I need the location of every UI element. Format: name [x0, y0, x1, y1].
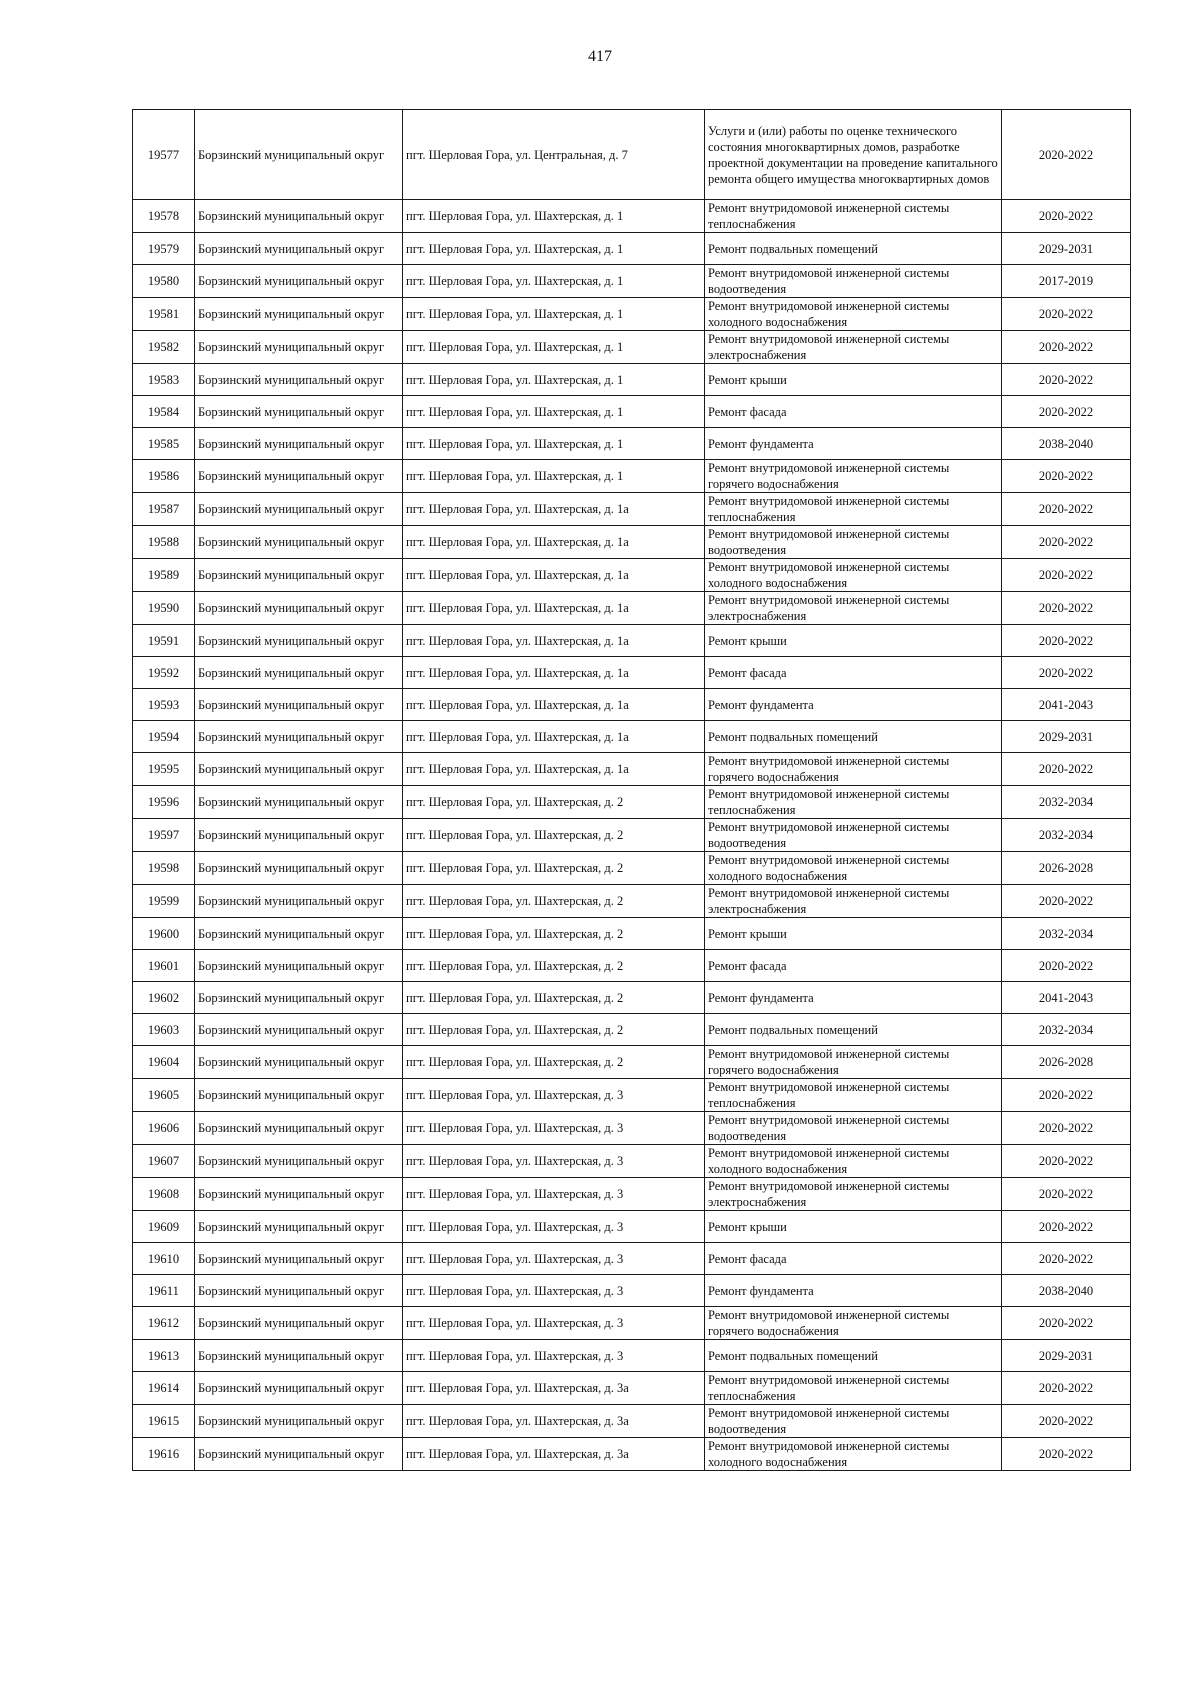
table-row: [133, 657, 1131, 689]
period-cell: 2020-2022: [1002, 592, 1131, 625]
page-number: 417: [588, 48, 612, 65]
table-row: [133, 428, 1131, 460]
address-cell: пгт. Шерловая Гора, ул. Шахтерская, д. 3а: [403, 1372, 705, 1405]
address-cell: пгт. Шерловая Гора, ул. Шахтерская, д. 3: [403, 1275, 705, 1307]
address-cell: пгт. Шерловая Гора, ул. Шахтерская, д. 1: [403, 265, 705, 298]
period-cell: 2020-2022: [1002, 753, 1131, 786]
period-cell: 2029-2031: [1002, 1340, 1131, 1372]
row-number-cell: 19580: [133, 265, 195, 298]
address-cell: пгт. Шерловая Гора, ул. Шахтерская, д. 1а: [403, 625, 705, 657]
work-type-cell: Ремонт фасада: [705, 657, 1002, 689]
address-cell: пгт. Шерловая Гора, ул. Шахтерская, д. 1: [403, 460, 705, 493]
table-row: [133, 233, 1131, 265]
district-cell: Борзинский муниципальный округ: [195, 1211, 403, 1243]
period-cell: 2026-2028: [1002, 852, 1131, 885]
table-row: [133, 331, 1131, 364]
district-cell: Борзинский муниципальный округ: [195, 1079, 403, 1112]
district-cell: Борзинский муниципальный округ: [195, 559, 403, 592]
work-type-cell: Ремонт подвальных помещений: [705, 233, 1002, 265]
row-number-cell: 19587: [133, 493, 195, 526]
period-cell: 2026-2028: [1002, 1046, 1131, 1079]
table-row: [133, 1340, 1131, 1372]
address-cell: пгт. Шерловая Гора, ул. Шахтерская, д. 1а: [403, 493, 705, 526]
table-row: [133, 625, 1131, 657]
address-cell: пгт. Шерловая Гора, ул. Шахтерская, д. 1: [403, 331, 705, 364]
row-number-cell: 19578: [133, 200, 195, 233]
address-cell: пгт. Шерловая Гора, ул. Шахтерская, д. 1а: [403, 526, 705, 559]
register-table-body: [133, 110, 1131, 1471]
work-type-cell: Ремонт фундамента: [705, 1275, 1002, 1307]
work-type-cell: Ремонт фасада: [705, 1243, 1002, 1275]
district-cell: Борзинский муниципальный округ: [195, 265, 403, 298]
work-type-cell: Ремонт внутридомовой инженерной системы горячего водоснабжения: [705, 753, 1002, 786]
table-row: [133, 265, 1131, 298]
row-number-cell: 19589: [133, 559, 195, 592]
period-cell: 2020-2022: [1002, 1211, 1131, 1243]
row-number-cell: 19606: [133, 1112, 195, 1145]
period-cell: 2020-2022: [1002, 1178, 1131, 1211]
capital-repair-register-table: [132, 109, 1131, 1471]
row-number-cell: 19597: [133, 819, 195, 852]
district-cell: Борзинский муниципальный округ: [195, 625, 403, 657]
table-row: [133, 1307, 1131, 1340]
work-type-cell: Ремонт внутридомовой инженерной системы электроснабжения: [705, 592, 1002, 625]
table-row: [133, 950, 1131, 982]
period-cell: 2020-2022: [1002, 110, 1131, 200]
district-cell: Борзинский муниципальный округ: [195, 1438, 403, 1471]
address-cell: пгт. Шерловая Гора, ул. Шахтерская, д. 2: [403, 950, 705, 982]
table-row: [133, 460, 1131, 493]
address-cell: пгт. Шерловая Гора, ул. Шахтерская, д. 1: [403, 428, 705, 460]
period-cell: 2020-2022: [1002, 526, 1131, 559]
row-number-cell: 19596: [133, 786, 195, 819]
table-row: [133, 1211, 1131, 1243]
work-type-cell: Ремонт внутридомовой инженерной системы теплоснабжения: [705, 200, 1002, 233]
row-number-cell: 19604: [133, 1046, 195, 1079]
address-cell: пгт. Шерловая Гора, ул. Шахтерская, д. 2: [403, 982, 705, 1014]
address-cell: пгт. Шерловая Гора, ул. Шахтерская, д. 1а: [403, 657, 705, 689]
address-cell: пгт. Шерловая Гора, ул. Шахтерская, д. 2: [403, 1046, 705, 1079]
row-number-cell: 19615: [133, 1405, 195, 1438]
row-number-cell: 19613: [133, 1340, 195, 1372]
district-cell: Борзинский муниципальный округ: [195, 364, 403, 396]
district-cell: Борзинский муниципальный округ: [195, 657, 403, 689]
work-type-cell: Ремонт внутридомовой инженерной системы водоотведения: [705, 1112, 1002, 1145]
row-number-cell: 19609: [133, 1211, 195, 1243]
address-cell: пгт. Шерловая Гора, ул. Шахтерская, д. 1а: [403, 559, 705, 592]
district-cell: Борзинский муниципальный округ: [195, 753, 403, 786]
row-number-cell: 19590: [133, 592, 195, 625]
row-number-cell: 19585: [133, 428, 195, 460]
district-cell: Борзинский муниципальный округ: [195, 298, 403, 331]
table-row: [133, 753, 1131, 786]
period-cell: 2029-2031: [1002, 721, 1131, 753]
address-cell: пгт. Шерловая Гора, ул. Шахтерская, д. 1: [403, 200, 705, 233]
work-type-cell: Ремонт внутридомовой инженерной системы водоотведения: [705, 819, 1002, 852]
period-cell: 2029-2031: [1002, 233, 1131, 265]
work-type-cell: Ремонт подвальных помещений: [705, 721, 1002, 753]
row-number-cell: 19584: [133, 396, 195, 428]
row-number-cell: 19612: [133, 1307, 195, 1340]
table-row: [133, 592, 1131, 625]
work-type-cell: Ремонт внутридомовой инженерной системы теплоснабжения: [705, 493, 1002, 526]
row-number-cell: 19582: [133, 331, 195, 364]
work-type-cell: Ремонт внутридомовой инженерной системы горячего водоснабжения: [705, 460, 1002, 493]
period-cell: 2020-2022: [1002, 331, 1131, 364]
work-type-cell: Ремонт фундамента: [705, 689, 1002, 721]
row-number-cell: 19586: [133, 460, 195, 493]
row-number-cell: 19611: [133, 1275, 195, 1307]
address-cell: пгт. Шерловая Гора, ул. Шахтерская, д. 2: [403, 852, 705, 885]
row-number-cell: 19614: [133, 1372, 195, 1405]
period-cell: 2020-2022: [1002, 364, 1131, 396]
district-cell: Борзинский муниципальный округ: [195, 1275, 403, 1307]
district-cell: Борзинский муниципальный округ: [195, 1372, 403, 1405]
row-number-cell: 19591: [133, 625, 195, 657]
table-row: [133, 982, 1131, 1014]
district-cell: Борзинский муниципальный округ: [195, 428, 403, 460]
row-number-cell: 19595: [133, 753, 195, 786]
address-cell: пгт. Шерловая Гора, ул. Шахтерская, д. 2: [403, 885, 705, 918]
table-row: [133, 298, 1131, 331]
address-cell: пгт. Шерловая Гора, ул. Шахтерская, д. 1а: [403, 753, 705, 786]
district-cell: Борзинский муниципальный округ: [195, 493, 403, 526]
period-cell: 2020-2022: [1002, 1307, 1131, 1340]
address-cell: пгт. Шерловая Гора, ул. Шахтерская, д. 2: [403, 918, 705, 950]
period-cell: 2041-2043: [1002, 982, 1131, 1014]
work-type-cell: Ремонт подвальных помещений: [705, 1340, 1002, 1372]
work-type-cell: Ремонт внутридомовой инженерной системы горячего водоснабжения: [705, 1307, 1002, 1340]
period-cell: 2032-2034: [1002, 786, 1131, 819]
period-cell: 2020-2022: [1002, 950, 1131, 982]
period-cell: 2020-2022: [1002, 200, 1131, 233]
table-row: [133, 1372, 1131, 1405]
district-cell: Борзинский муниципальный округ: [195, 1307, 403, 1340]
table-row: [133, 689, 1131, 721]
address-cell: пгт. Шерловая Гора, ул. Шахтерская, д. 1: [403, 364, 705, 396]
district-cell: Борзинский муниципальный округ: [195, 1340, 403, 1372]
period-cell: 2020-2022: [1002, 657, 1131, 689]
table-row: [133, 493, 1131, 526]
table-row: [133, 1014, 1131, 1046]
address-cell: пгт. Шерловая Гора, ул. Шахтерская, д. 3: [403, 1243, 705, 1275]
work-type-cell: Ремонт внутридомовой инженерной системы теплоснабжения: [705, 1372, 1002, 1405]
district-cell: Борзинский муниципальный округ: [195, 396, 403, 428]
period-cell: 2020-2022: [1002, 396, 1131, 428]
row-number-cell: 19605: [133, 1079, 195, 1112]
row-number-cell: 19581: [133, 298, 195, 331]
work-type-cell: Ремонт внутридомовой инженерной системы электроснабжения: [705, 331, 1002, 364]
work-type-cell: Ремонт внутридомовой инженерной системы горячего водоснабжения: [705, 1046, 1002, 1079]
period-cell: 2017-2019: [1002, 265, 1131, 298]
address-cell: пгт. Шерловая Гора, ул. Шахтерская, д. 1: [403, 298, 705, 331]
address-cell: пгт. Шерловая Гора, ул. Шахтерская, д. 1: [403, 233, 705, 265]
row-number-cell: 19592: [133, 657, 195, 689]
work-type-cell: Ремонт внутридомовой инженерной системы холодного водоснабжения: [705, 852, 1002, 885]
table-row: [133, 1405, 1131, 1438]
work-type-cell: Ремонт крыши: [705, 364, 1002, 396]
address-cell: пгт. Шерловая Гора, ул. Шахтерская, д. 3: [403, 1340, 705, 1372]
address-cell: пгт. Шерловая Гора, ул. Шахтерская, д. 3а: [403, 1438, 705, 1471]
period-cell: 2020-2022: [1002, 1372, 1131, 1405]
address-cell: пгт. Шерловая Гора, ул. Шахтерская, д. 1а: [403, 592, 705, 625]
address-cell: пгт. Шерловая Гора, ул. Шахтерская, д. 2: [403, 1014, 705, 1046]
table-row: [133, 1145, 1131, 1178]
period-cell: 2041-2043: [1002, 689, 1131, 721]
district-cell: Борзинский муниципальный округ: [195, 1014, 403, 1046]
district-cell: Борзинский муниципальный округ: [195, 110, 403, 200]
work-type-cell: Ремонт внутридомовой инженерной системы водоотведения: [705, 1405, 1002, 1438]
district-cell: Борзинский муниципальный округ: [195, 982, 403, 1014]
table-row: [133, 526, 1131, 559]
period-cell: 2020-2022: [1002, 298, 1131, 331]
table-row: [133, 819, 1131, 852]
table-row: [133, 1112, 1131, 1145]
row-number-cell: 19602: [133, 982, 195, 1014]
table-row: [133, 1046, 1131, 1079]
table-row: [133, 559, 1131, 592]
row-number-cell: 19600: [133, 918, 195, 950]
work-type-cell: Ремонт внутридомовой инженерной системы водоотведения: [705, 526, 1002, 559]
period-cell: 2020-2022: [1002, 559, 1131, 592]
work-type-cell: Ремонт внутридомовой инженерной системы холодного водоснабжения: [705, 298, 1002, 331]
period-cell: 2020-2022: [1002, 885, 1131, 918]
row-number-cell: 19607: [133, 1145, 195, 1178]
district-cell: Борзинский муниципальный округ: [195, 950, 403, 982]
district-cell: Борзинский муниципальный округ: [195, 1178, 403, 1211]
period-cell: 2020-2022: [1002, 1145, 1131, 1178]
work-type-cell: Ремонт фундамента: [705, 982, 1002, 1014]
row-number-cell: 19594: [133, 721, 195, 753]
table-row: [133, 1178, 1131, 1211]
period-cell: 2020-2022: [1002, 1438, 1131, 1471]
row-number-cell: 19601: [133, 950, 195, 982]
district-cell: Борзинский муниципальный округ: [195, 1112, 403, 1145]
district-cell: Борзинский муниципальный округ: [195, 200, 403, 233]
address-cell: пгт. Шерловая Гора, ул. Шахтерская, д. 1а: [403, 721, 705, 753]
work-type-cell: Ремонт внутридомовой инженерной системы теплоснабжения: [705, 1079, 1002, 1112]
period-cell: 2032-2034: [1002, 918, 1131, 950]
row-number-cell: 19616: [133, 1438, 195, 1471]
row-number-cell: 19583: [133, 364, 195, 396]
work-type-cell: Ремонт фасада: [705, 950, 1002, 982]
address-cell: пгт. Шерловая Гора, ул. Шахтерская, д. 3а: [403, 1405, 705, 1438]
address-cell: пгт. Шерловая Гора, ул. Шахтерская, д. 3: [403, 1307, 705, 1340]
district-cell: Борзинский муниципальный округ: [195, 1243, 403, 1275]
work-type-cell: Ремонт внутридомовой инженерной системы холодного водоснабжения: [705, 1145, 1002, 1178]
district-cell: Борзинский муниципальный округ: [195, 885, 403, 918]
district-cell: Борзинский муниципальный округ: [195, 331, 403, 364]
row-number-cell: 19603: [133, 1014, 195, 1046]
row-number-cell: 19579: [133, 233, 195, 265]
period-cell: 2032-2034: [1002, 819, 1131, 852]
row-number-cell: 19599: [133, 885, 195, 918]
work-type-cell: Ремонт внутридомовой инженерной системы холодного водоснабжения: [705, 1438, 1002, 1471]
district-cell: Борзинский муниципальный округ: [195, 1046, 403, 1079]
work-type-cell: Ремонт подвальных помещений: [705, 1014, 1002, 1046]
work-type-cell: Ремонт крыши: [705, 625, 1002, 657]
table-row: [133, 918, 1131, 950]
period-cell: 2020-2022: [1002, 1112, 1131, 1145]
period-cell: 2032-2034: [1002, 1014, 1131, 1046]
address-cell: пгт. Шерловая Гора, ул. Центральная, д. 7: [403, 110, 705, 200]
address-cell: пгт. Шерловая Гора, ул. Шахтерская, д. 3: [403, 1112, 705, 1145]
work-type-cell: Ремонт внутридомовой инженерной системы электроснабжения: [705, 1178, 1002, 1211]
period-cell: 2020-2022: [1002, 493, 1131, 526]
work-type-cell: Ремонт фундамента: [705, 428, 1002, 460]
work-type-cell: Ремонт внутридомовой инженерной системы теплоснабжения: [705, 786, 1002, 819]
district-cell: Борзинский муниципальный округ: [195, 460, 403, 493]
period-cell: 2020-2022: [1002, 1079, 1131, 1112]
address-cell: пгт. Шерловая Гора, ул. Шахтерская, д. 3: [403, 1178, 705, 1211]
address-cell: пгт. Шерловая Гора, ул. Шахтерская, д. 1: [403, 396, 705, 428]
row-number-cell: 19598: [133, 852, 195, 885]
district-cell: Борзинский муниципальный округ: [195, 592, 403, 625]
district-cell: Борзинский муниципальный округ: [195, 852, 403, 885]
table-row: [133, 110, 1131, 200]
table-row: [133, 396, 1131, 428]
district-cell: Борзинский муниципальный округ: [195, 526, 403, 559]
district-cell: Борзинский муниципальный округ: [195, 689, 403, 721]
period-cell: 2038-2040: [1002, 1275, 1131, 1307]
district-cell: Борзинский муниципальный округ: [195, 721, 403, 753]
period-cell: 2020-2022: [1002, 1405, 1131, 1438]
table-row: [133, 721, 1131, 753]
row-number-cell: 19588: [133, 526, 195, 559]
table-row: [133, 200, 1131, 233]
work-type-cell: Ремонт внутридомовой инженерной системы электроснабжения: [705, 885, 1002, 918]
row-number-cell: 19610: [133, 1243, 195, 1275]
table-row: [133, 1243, 1131, 1275]
row-number-cell: 19593: [133, 689, 195, 721]
table-row: [133, 1438, 1131, 1471]
work-type-cell: Услуги и (или) работы по оценке технического состояния многоквартирных домов, разработке проектной документации на проведение капитального ремонта общего имущества многоквартирных домов: [705, 110, 1002, 200]
period-cell: 2020-2022: [1002, 625, 1131, 657]
work-type-cell: Ремонт крыши: [705, 1211, 1002, 1243]
period-cell: 2020-2022: [1002, 1243, 1131, 1275]
district-cell: Борзинский муниципальный округ: [195, 918, 403, 950]
work-type-cell: Ремонт крыши: [705, 918, 1002, 950]
district-cell: Борзинский муниципальный округ: [195, 1405, 403, 1438]
period-cell: 2038-2040: [1002, 428, 1131, 460]
table-row: [133, 1275, 1131, 1307]
row-number-cell: 19608: [133, 1178, 195, 1211]
table-row: [133, 852, 1131, 885]
table-row: [133, 885, 1131, 918]
row-number-cell: 19577: [133, 110, 195, 200]
district-cell: Борзинский муниципальный округ: [195, 233, 403, 265]
address-cell: пгт. Шерловая Гора, ул. Шахтерская, д. 2: [403, 786, 705, 819]
address-cell: пгт. Шерловая Гора, ул. Шахтерская, д. 1а: [403, 689, 705, 721]
address-cell: пгт. Шерловая Гора, ул. Шахтерская, д. 3: [403, 1211, 705, 1243]
district-cell: Борзинский муниципальный округ: [195, 1145, 403, 1178]
district-cell: Борзинский муниципальный округ: [195, 786, 403, 819]
address-cell: пгт. Шерловая Гора, ул. Шахтерская, д. 2: [403, 819, 705, 852]
table-row: [133, 786, 1131, 819]
table-row: [133, 364, 1131, 396]
work-type-cell: Ремонт внутридомовой инженерной системы водоотведения: [705, 265, 1002, 298]
work-type-cell: Ремонт внутридомовой инженерной системы холодного водоснабжения: [705, 559, 1002, 592]
period-cell: 2020-2022: [1002, 460, 1131, 493]
address-cell: пгт. Шерловая Гора, ул. Шахтерская, д. 3: [403, 1145, 705, 1178]
address-cell: пгт. Шерловая Гора, ул. Шахтерская, д. 3: [403, 1079, 705, 1112]
table-row: [133, 1079, 1131, 1112]
district-cell: Борзинский муниципальный округ: [195, 819, 403, 852]
work-type-cell: Ремонт фасада: [705, 396, 1002, 428]
